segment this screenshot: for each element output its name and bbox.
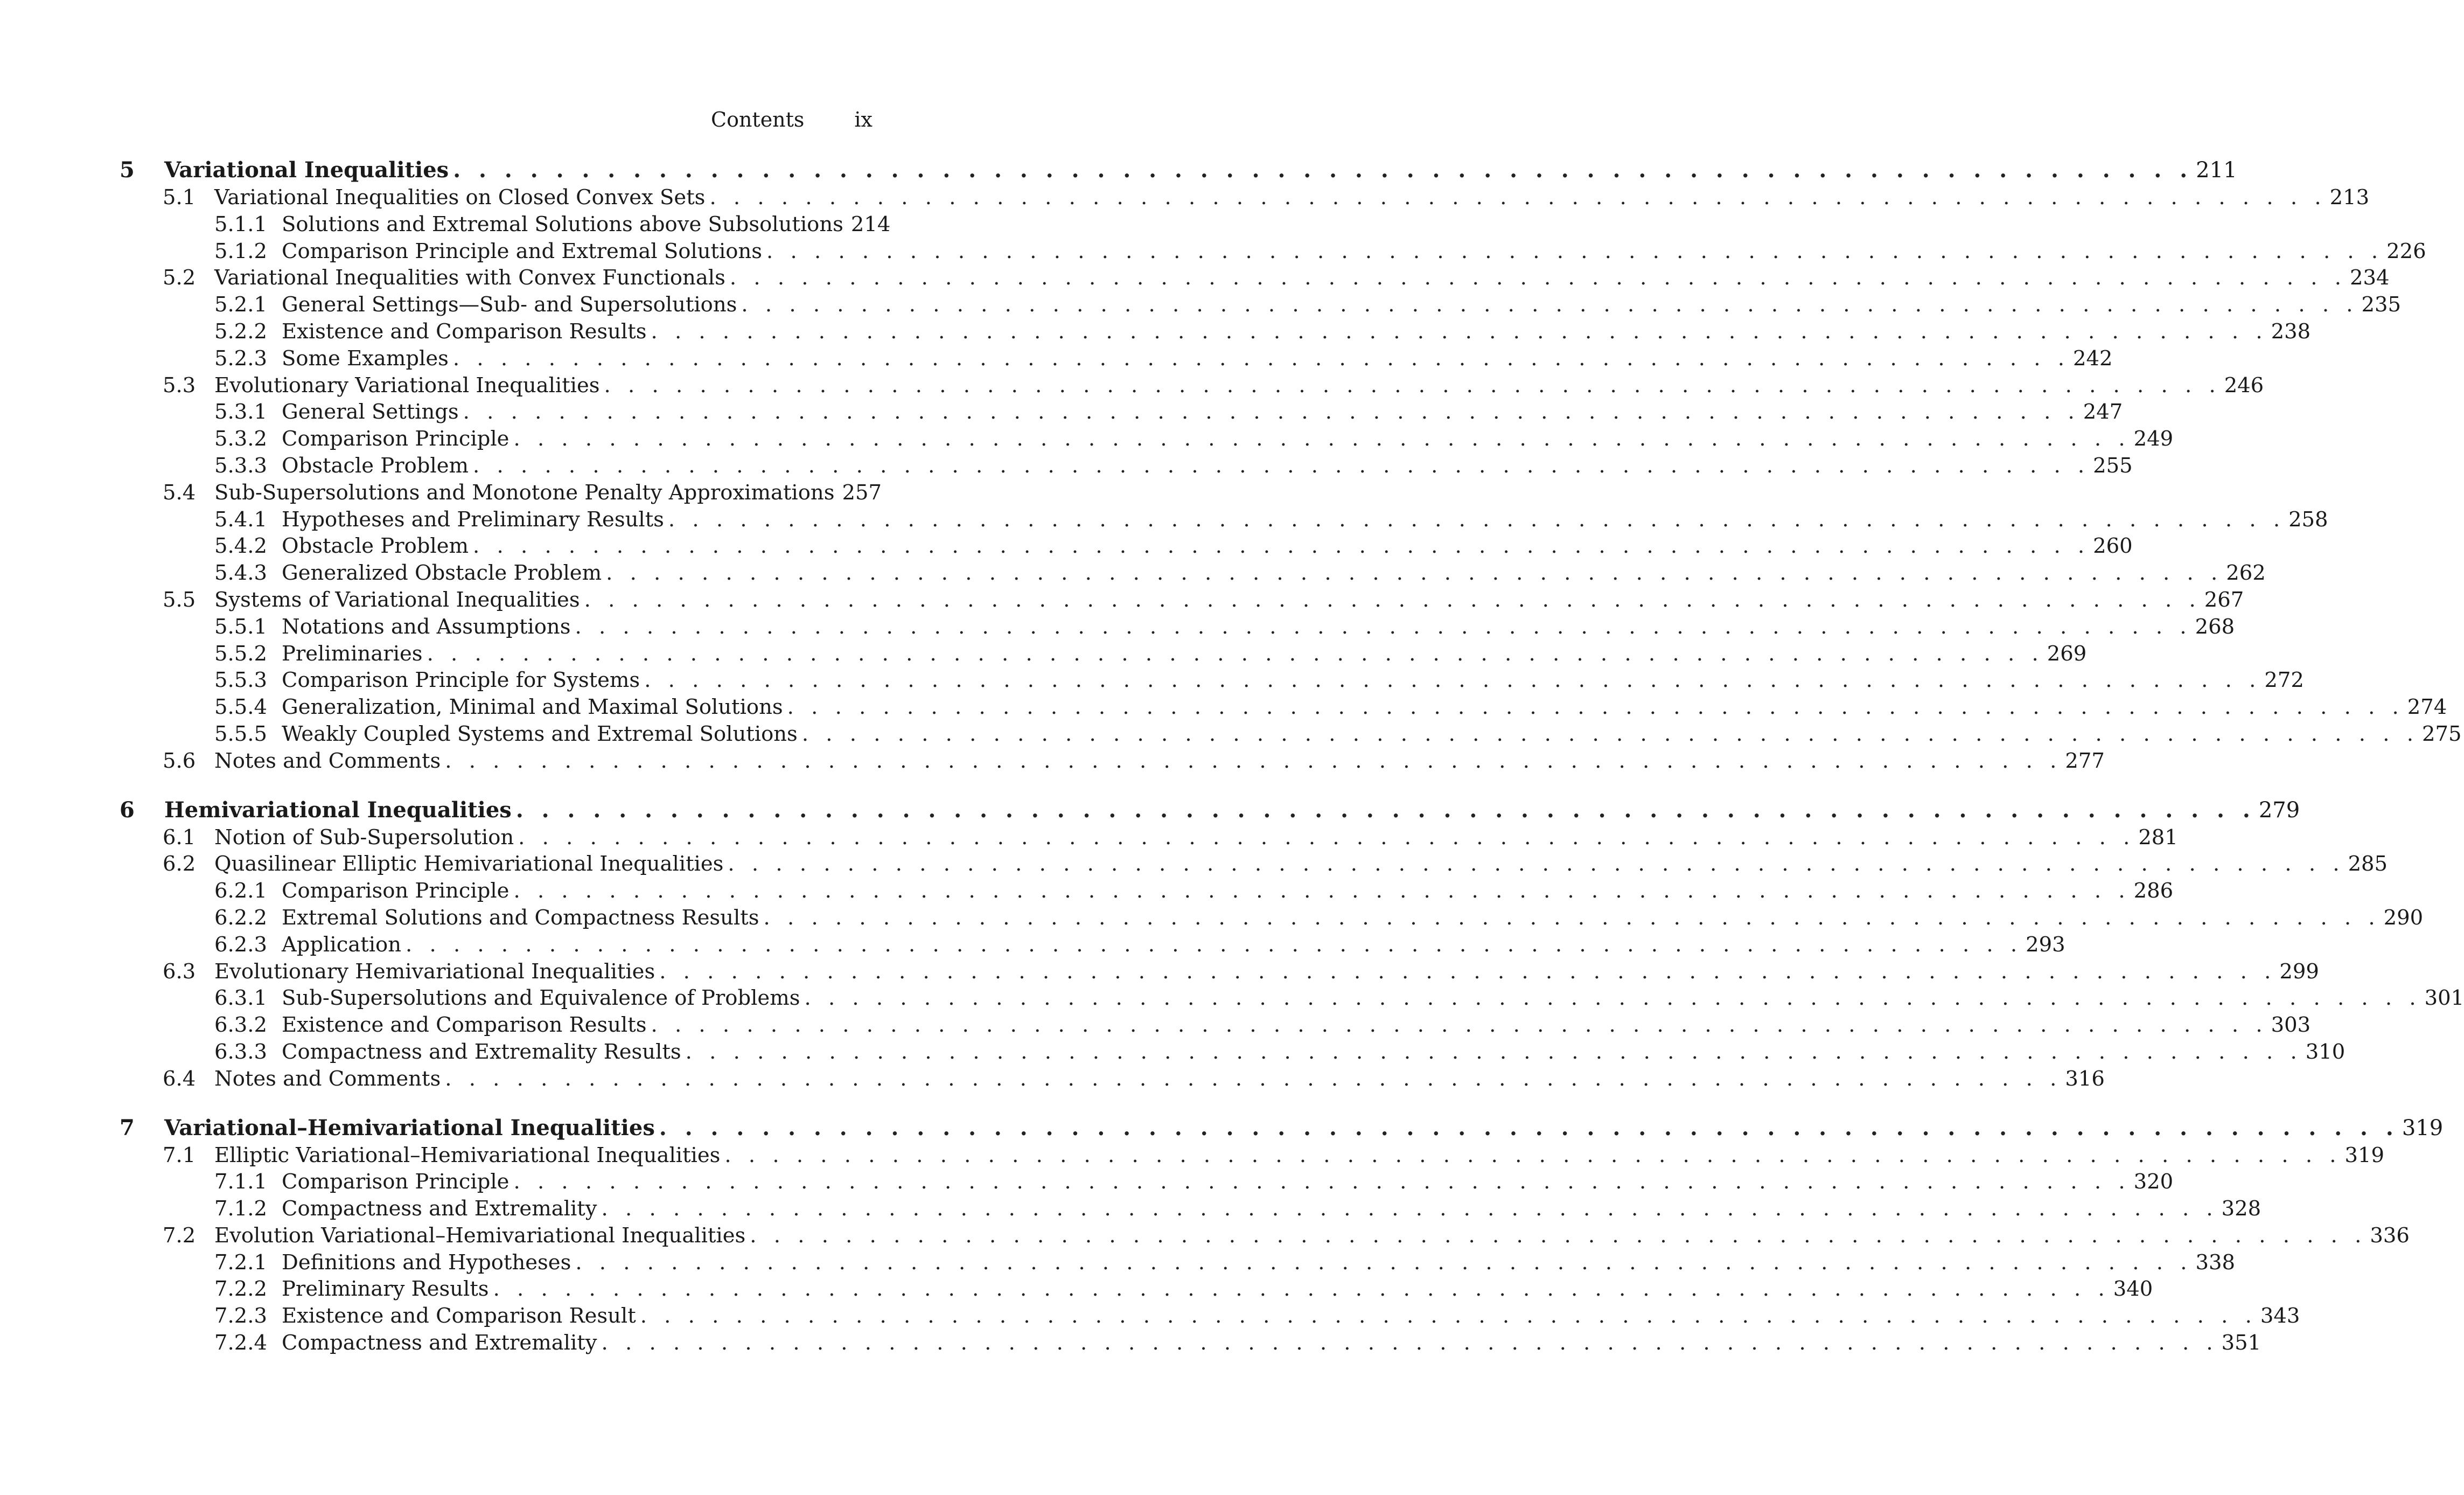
entry-page-number: 260 bbox=[2090, 533, 2133, 560]
subsection-entry[interactable] bbox=[0, 291, 2402, 318]
entry-number: 6.3 bbox=[163, 959, 196, 984]
entry-title: Generalized Obstacle Problem bbox=[282, 560, 606, 587]
entry-number: 5.4 bbox=[163, 480, 196, 505]
entry-page-number: 351 bbox=[2218, 1330, 2261, 1357]
entry-page-number: 258 bbox=[2285, 506, 2328, 533]
dot-leader: . . . . . . . . . . . . . . . . . . . . . . . . . . . . . . . . . . . . . . . . . . . . . . . . . . . . . . . . . . . . . . . . . . . . bbox=[640, 1304, 2257, 1329]
subsection-entry[interactable] bbox=[0, 1195, 2261, 1222]
subsection-entry[interactable] bbox=[0, 533, 2133, 560]
entry-title-line bbox=[282, 641, 2087, 667]
entry-title: Comparison Principle and Extremal Solutions bbox=[282, 238, 766, 265]
dot-leader: . . . . . . . . . . . . . . . . . . . . . . . . . . . . . . . . . . . . . . . . . . . . . . . . . . . . . . . . . . . . . . . . . . . . bbox=[515, 797, 2256, 823]
entry-page-number: 303 bbox=[2268, 1012, 2311, 1039]
entry-title: Variational Inequalities bbox=[164, 156, 453, 184]
chapter-block bbox=[0, 1114, 2444, 1357]
entry-number: 6.3.1 bbox=[214, 986, 267, 1011]
table-of-contents bbox=[0, 156, 2464, 1378]
entry-page-number: 235 bbox=[2358, 291, 2402, 318]
entry-title: Preliminary Results bbox=[282, 1276, 493, 1303]
dot-leader: . . . . . . . . . . . . . . . . . . . . . . . . . . . . . . . . . . . . . . . . . . . . . . . . . . . . . . . . . . . . . . . . . . . . bbox=[644, 668, 2261, 693]
entry-title: Some Examples bbox=[282, 345, 453, 372]
entry-title-line bbox=[214, 851, 2388, 878]
dot-leader: . . . . . . . . . . . . . . . . . . . . . . . . . . . . . . . . . . . . . . . . . . . . . . . . . . . . . . . . . . . . . . . . . . . . bbox=[651, 319, 2268, 344]
entry-title-line bbox=[282, 614, 2235, 641]
entry-title: Notations and Assumptions bbox=[282, 614, 575, 641]
entry-title: Comparison Principle bbox=[282, 1169, 513, 1195]
entry-number: 5.5.5 bbox=[214, 721, 267, 746]
dot-leader: . . . . . . . . . . . . . . . . . . . . . . . . . . . . . . . . . . . . . . . . . . . . . . . . . . . . . . . . . . . . . . . . . . . . bbox=[728, 852, 2345, 877]
dot-leader: . . . . . . . . . . . . . . . . . . . . . . . . . . . . . . . . . . . . . . . . . . . . . . . . . . . . . . . . . . . . . . . . . . . . bbox=[463, 400, 2080, 425]
subsection-entry[interactable] bbox=[0, 211, 990, 238]
entry-number: 5 bbox=[120, 157, 135, 183]
entry-title-line bbox=[282, 985, 2464, 1012]
entry-title-line bbox=[282, 905, 2424, 931]
entry-page-number: 320 bbox=[2131, 1169, 2174, 1195]
subsection-entry[interactable] bbox=[0, 426, 2174, 453]
dot-leader: . . . . . . . . . . . . . . . . . . . . . . . . . . . . . . . . . . . . . . . . . . . . . . . . . . . . . . . . . . . . . . . . . . . . bbox=[513, 879, 2131, 903]
subsection-entry[interactable] bbox=[0, 614, 2235, 641]
running-head-page-number: ix bbox=[854, 108, 872, 131]
dot-leader: . . . . . . . . . . . . . . . . . . . . . . . . . . . . . . . . . . . . . . . . . . . . . . . . . . . . . . . . . . . . . . . . . . . . bbox=[604, 373, 2221, 398]
entry-page-number: 281 bbox=[2135, 824, 2178, 851]
entry-number: 6 bbox=[120, 797, 135, 823]
entry-page-number: 272 bbox=[2261, 667, 2304, 694]
entry-title: General Settings—Sub- and Supersolutions bbox=[282, 291, 741, 318]
entry-title: Compactness and Extremality bbox=[282, 1195, 602, 1222]
entry-title-line bbox=[214, 372, 2264, 399]
entry-title: Existence and Comparison Results bbox=[282, 1012, 651, 1039]
entry-title-line bbox=[282, 453, 2133, 479]
dot-leader: . . . . . . . . . . . . . . . . . . . . . . . . . . . . . . . . . . . . . . . . . . . . . . . . . . . . . . . . . . . . . . . . . . . . bbox=[709, 185, 2327, 210]
entry-title: Compactness and Extremality bbox=[282, 1330, 602, 1357]
dot-leader: . . . . . . . . . . . . . . . . . . . . . . . . . . . . . . . . . . . . . . . . . . . . . . . . . . . . . . . . . . . . . . . . . . . . bbox=[787, 695, 2404, 720]
entry-title: Obstacle Problem bbox=[282, 453, 473, 479]
entry-title: Evolutionary Hemivariational Inequalities bbox=[214, 958, 659, 985]
entry-page-number: 213 bbox=[2327, 184, 2370, 211]
section-entry[interactable] bbox=[0, 958, 2319, 985]
entry-title: Compactness and Extremality Results bbox=[282, 1039, 686, 1066]
section-entry[interactable] bbox=[0, 1066, 2105, 1093]
section-entry[interactable] bbox=[0, 372, 2264, 399]
entry-number: 5.1.1 bbox=[214, 212, 267, 237]
dot-leader: . . . . . . . . . . . . . . . . . . . . . . . . . . . . . . . . . . . . . . . . . . . . . . . . . . . . . . . . . . . . . . . . . . . . bbox=[445, 748, 2062, 773]
entry-number: 7.2.2 bbox=[214, 1277, 267, 1302]
subsection-entry[interactable] bbox=[0, 399, 2123, 426]
entry-title-line bbox=[214, 748, 2105, 775]
entry-title: Comparison Principle bbox=[282, 878, 513, 905]
entry-page-number: 269 bbox=[2044, 641, 2087, 667]
subsection-entry[interactable] bbox=[0, 1330, 2261, 1357]
entry-page-number: 286 bbox=[2131, 878, 2174, 905]
dot-leader: . . . . . . . . . . . . . . . . . . . . . . . . . . . . . . . . . . . . . . . . . . . . . . . . . . . . . . . . . . . . . . . . . . . . bbox=[452, 346, 2070, 371]
section-entry[interactable] bbox=[0, 479, 990, 506]
entry-title-line bbox=[282, 506, 2328, 533]
dot-leader: . . . . . . . . . . . . . . . . . . . . . . . . . . . . . . . . . . . . . . . . . . . . . . . . . . . . . . . . . . . . . . . . . . . . bbox=[801, 721, 2419, 746]
entry-title: Definitions and Hypotheses bbox=[282, 1249, 575, 1276]
dot-leader: . . . . . . . . . . . . . . . . . . . . . . . . . . . . . . . . . . . . . . . . . . . . . . . . . . . . . . . . . . . . . . . . . . . . bbox=[518, 825, 2135, 850]
entry-page-number: 328 bbox=[2218, 1195, 2261, 1222]
entry-page-number: 249 bbox=[2131, 426, 2174, 453]
entry-page-number: 299 bbox=[2276, 958, 2319, 985]
entry-number: 7 bbox=[120, 1115, 135, 1141]
subsection-entry[interactable] bbox=[0, 1039, 2346, 1066]
entry-page-number: 275 bbox=[2419, 721, 2462, 748]
dot-leader: . . . . . . . . . . . . . . . . . . . . . . . . . . . . . . . . . . . . . . . . . . . . . . . . . . . . . . . . . . . . . . . . . . . . bbox=[668, 507, 2286, 532]
entry-title: Hypotheses and Preliminary Results bbox=[282, 506, 668, 533]
entry-number: 5.5.2 bbox=[214, 641, 267, 666]
entry-title-line bbox=[214, 1066, 2105, 1093]
dot-leader: . . . . . . . . . . . . . . . . . . . . . . . . . . . . . . . . . . . . . . . . . . . . . . . . . . . . . . . . . . . . . . . . . . . . bbox=[473, 453, 2090, 478]
entry-number: 6.3.2 bbox=[214, 1013, 267, 1038]
entry-title: Sub-Supersolutions and Monotone Penalty Approximations bbox=[214, 479, 839, 506]
dot-leader: . . . . . . . . . . . . . . . . . . . . . . . . . . . . . . . . . . . . . . . . . . . . . . . . . . . . . . . . . . . . . . . . . . . . bbox=[513, 1170, 2131, 1194]
entry-number: 7.2.3 bbox=[214, 1304, 267, 1329]
entry-number: 6.4 bbox=[163, 1066, 196, 1091]
entry-number: 6.2.2 bbox=[214, 905, 267, 930]
subsection-entry[interactable] bbox=[0, 721, 2462, 748]
entry-title-line bbox=[282, 1039, 2346, 1066]
entry-title-line bbox=[282, 291, 2402, 318]
entry-number: 5.5.1 bbox=[214, 614, 267, 639]
entry-page-number: 246 bbox=[2221, 372, 2264, 399]
entry-number: 5.5 bbox=[163, 587, 196, 612]
entry-title: Variational–Hemivariational Inequalities bbox=[164, 1114, 659, 1142]
entry-title-line bbox=[214, 479, 882, 506]
entry-title: Application bbox=[282, 931, 406, 958]
subsection-entry[interactable] bbox=[0, 1169, 2174, 1195]
dot-leader: . . . . . . . . . . . . . . . . . . . . . . . . . . . . . . . . . . . . . . . . . . . . . . . . . . . . . . . . . . . . . . . . . . . . bbox=[741, 293, 2358, 317]
entry-number: 5.3 bbox=[163, 373, 196, 398]
running-head-title: Contents bbox=[711, 108, 805, 131]
dot-leader: . . . . . . . . . . . . . . . . . . . . . . . . . . . . . . . . . . . . . . . . . . . . . . . . . . . . . . . . . . . . . . . . . . . . bbox=[493, 1277, 2110, 1302]
section-entry[interactable] bbox=[0, 748, 2105, 775]
entry-number: 5.1.2 bbox=[214, 239, 267, 263]
dot-leader: . . . . . . . . . . . . . . . . . . . . . . . . . . . . . . . . . . . . . . . . . . . . . . . . . . . . . . . . . . . . . . . . . . . . bbox=[601, 1197, 2218, 1221]
entry-title-line bbox=[214, 1222, 2410, 1249]
entry-title: Generalization, Minimal and Maximal Solutions bbox=[282, 694, 787, 721]
subsection-entry[interactable] bbox=[0, 985, 2464, 1012]
entry-page-number: 319 bbox=[2342, 1142, 2385, 1169]
section-entry[interactable] bbox=[0, 1222, 2410, 1249]
entry-title: Evolution Variational–Hemivariational Inequalities bbox=[214, 1222, 750, 1249]
entry-number: 5.6 bbox=[163, 748, 196, 773]
dot-leader: . . . . . . . . . . . . . . . . . . . . . . . . . . . . . . . . . . . . . . . . . . . . . . . . . . . . . . . . . . . . . . . . . . . . bbox=[427, 641, 2044, 666]
chapter-block bbox=[0, 796, 2464, 1093]
dot-leader: . . . . . . . . . . . . . . . . . . . . . . . . . . . . . . . . . . . . . . . . . . . . . . . . . . . . . . . . . . . . . . . . . . . . bbox=[804, 986, 2421, 1011]
entry-title: Existence and Comparison Results bbox=[282, 318, 651, 345]
chapter-block bbox=[0, 156, 2462, 775]
entry-title-line bbox=[282, 667, 2304, 694]
entry-title: Elliptic Variational–Hemivariational Inequalities bbox=[214, 1142, 724, 1169]
subsection-entry[interactable] bbox=[0, 560, 2266, 587]
entry-title-line bbox=[282, 318, 2311, 345]
entry-title-line bbox=[282, 533, 2133, 560]
entry-number: 6.2 bbox=[163, 852, 196, 877]
entry-page-number: 274 bbox=[2404, 694, 2447, 721]
entry-title-line bbox=[282, 426, 2174, 453]
entry-page-number: 234 bbox=[2347, 265, 2390, 291]
entry-page-number: 301 bbox=[2421, 985, 2464, 1012]
entry-page-number: 257 bbox=[839, 479, 882, 506]
entry-title: Comparison Principle for Systems bbox=[282, 667, 644, 694]
entry-title-line bbox=[282, 878, 2174, 905]
section-entry[interactable] bbox=[0, 587, 2244, 614]
dot-leader: . . . . . . . . . . . . . . . . . . . . . . . . . . . . . . . . . . . . . . . . . . . . . . . . . . . . . . . . . . . . . . . . . . . . bbox=[584, 587, 2201, 612]
entry-title-line bbox=[282, 560, 2266, 587]
entry-title-line bbox=[214, 265, 2390, 291]
dot-leader: . . . . . . . . . . . . . . . . . . . . . . . . . . . . . . . . . . . . . . . . . . . . . . . . . . . . . . . . . . . . . . . . . . . . bbox=[729, 266, 2347, 290]
entry-title: Preliminaries bbox=[282, 641, 427, 667]
entry-page-number: 211 bbox=[2193, 156, 2237, 184]
entry-title: Solutions and Extremal Solutions above Subsolutions bbox=[282, 211, 848, 238]
subsection-entry[interactable] bbox=[0, 1303, 2300, 1330]
entry-number: 5.5.4 bbox=[214, 695, 267, 720]
subsection-entry[interactable] bbox=[0, 506, 2328, 533]
entry-title: Extremal Solutions and Compactness Results bbox=[282, 905, 764, 931]
entry-page-number: 285 bbox=[2345, 851, 2388, 878]
subsection-entry[interactable] bbox=[0, 1012, 2311, 1039]
section-entry[interactable] bbox=[0, 184, 2370, 211]
chapter-entry[interactable] bbox=[0, 156, 2237, 184]
entry-title: Systems of Variational Inequalities bbox=[214, 587, 584, 614]
subsection-entry[interactable] bbox=[0, 641, 2087, 667]
dot-leader: . . . . . . . . . . . . . . . . . . . . . . . . . . . . . . . . . . . . . . . . . . . . . . . . . . . . . . . . . . . . . . . . . . . . bbox=[659, 959, 2277, 984]
entry-number: 5.3.3 bbox=[214, 453, 267, 478]
entry-title-line bbox=[282, 1169, 2174, 1195]
entry-title: Comparison Principle bbox=[282, 426, 513, 453]
entry-page-number: 343 bbox=[2257, 1303, 2300, 1330]
dot-leader: . . . . . . . . . . . . . . . . . . . . . . . . . . . . . . . . . . . . . . . . . . . . . . . . . . . . . . . . . . . . . . . . . . . . bbox=[606, 561, 2223, 586]
entry-page-number: 319 bbox=[2399, 1114, 2443, 1142]
entry-title-line bbox=[282, 399, 2123, 426]
chapter-entry[interactable] bbox=[0, 1114, 2444, 1142]
entry-title-line bbox=[282, 1012, 2311, 1039]
entry-number: 7.1 bbox=[163, 1143, 196, 1167]
entry-number: 5.3.2 bbox=[214, 427, 267, 451]
entry-title: Notion of Sub-Supersolution bbox=[214, 824, 518, 851]
entry-number: 5.2 bbox=[163, 266, 196, 290]
entry-title: Variational Inequalities on Closed Convex Sets bbox=[214, 184, 709, 211]
subsection-entry[interactable] bbox=[0, 453, 2133, 479]
entry-title: Quasilinear Elliptic Hemivariational Inequalities bbox=[214, 851, 728, 878]
entry-number: 5.2.3 bbox=[214, 346, 267, 371]
entry-title: General Settings bbox=[282, 399, 463, 426]
dot-leader: . . . . . . . . . . . . . . . . . . . . . . . . . . . . . . . . . . . . . . . . . . . . . . . . . . . . . . . . . . . . . . . . . . . . bbox=[651, 1013, 2268, 1038]
entry-title-line bbox=[282, 721, 2462, 748]
entry-number: 6.3.3 bbox=[214, 1039, 267, 1064]
entry-number: 5.4.1 bbox=[214, 507, 267, 532]
entry-page-number: 262 bbox=[2223, 560, 2266, 587]
entry-title-line bbox=[282, 1249, 2235, 1276]
entry-page-number: 290 bbox=[2381, 905, 2424, 931]
entry-number: 5.4.2 bbox=[214, 534, 267, 559]
entry-page-number: 247 bbox=[2080, 399, 2123, 426]
dot-leader: . . . . . . . . . . . . . . . . . . . . . . . . . . . . . . . . . . . . . . . . . . . . . . . . . . . . . . . . . . . . . . . . . . . . bbox=[445, 1066, 2062, 1091]
entry-title: Hemivariational Inequalities bbox=[164, 796, 516, 824]
entry-page-number: 336 bbox=[2367, 1222, 2410, 1249]
entry-title-line bbox=[214, 958, 2319, 985]
entry-page-number: 214 bbox=[848, 211, 891, 238]
entry-title-line bbox=[282, 211, 891, 238]
entry-page-number: 279 bbox=[2256, 796, 2300, 824]
dot-leader: . . . . . . . . . . . . . . . . . . . . . . . . . . . . . . . . . . . . . . . . . . . . . . . . . . . . . . . . . . . . . . . . . . . . bbox=[659, 1115, 2399, 1141]
entry-page-number: 338 bbox=[2192, 1249, 2235, 1276]
entry-title-line bbox=[282, 345, 2113, 372]
dot-leader: . . . . . . . . . . . . . . . . . . . . . . . . . . . . . . . . . . . . . . . . . . . . . . . . . . . . . . . . . . . . . . . . . . . . bbox=[453, 157, 2193, 183]
dot-leader: . . . . . . . . . . . . . . . . . . . . . . . . . . . . . . . . . . . . . . . . . . . . . . . . . . . . . . . . . . . . . . . . . . . . bbox=[473, 534, 2090, 559]
subsection-entry[interactable] bbox=[0, 318, 2311, 345]
section-entry[interactable] bbox=[0, 851, 2388, 878]
entry-number: 7.1.1 bbox=[214, 1170, 267, 1194]
entry-number: 6.2.3 bbox=[214, 932, 267, 957]
entry-page-number: 310 bbox=[2302, 1039, 2346, 1066]
entry-number: 6.1 bbox=[163, 825, 196, 850]
entry-title: Variational Inequalities with Convex Functionals bbox=[214, 265, 730, 291]
dot-leader: . . . . . . . . . . . . . . . . . . . . . . . . . . . . . . . . . . . . . . . . . . . . . . . . . . . . . . . . . . . . . . . . . . . . bbox=[685, 1039, 2302, 1064]
entry-title-line bbox=[282, 238, 2426, 265]
entry-page-number: 267 bbox=[2201, 587, 2244, 614]
entry-number: 5.4.3 bbox=[214, 561, 267, 586]
entry-title-line bbox=[164, 1114, 2444, 1142]
dot-leader: . . . . . . . . . . . . . . . . . . . . . . . . . . . . . . . . . . . . . . . . . . . . . . . . . . . . . . . . . . . . . . . . . . . . bbox=[406, 932, 2023, 957]
subsection-entry[interactable] bbox=[0, 345, 2113, 372]
entry-title-line bbox=[214, 824, 2178, 851]
entry-title-line bbox=[282, 931, 2065, 958]
entry-number: 6.2.1 bbox=[214, 879, 267, 903]
subsection-entry[interactable] bbox=[0, 667, 2304, 694]
entry-number: 5.3.1 bbox=[214, 400, 267, 425]
entry-number: 7.2.1 bbox=[214, 1250, 267, 1275]
entry-title: Sub-Supersolutions and Equivalence of Problems bbox=[282, 985, 804, 1012]
subsection-entry[interactable] bbox=[0, 1276, 2153, 1303]
running-head bbox=[711, 108, 872, 136]
entry-number: 5.1 bbox=[163, 185, 196, 210]
entry-number: 5.2.1 bbox=[214, 293, 267, 317]
entry-title-line bbox=[164, 796, 2300, 824]
entry-title-line bbox=[214, 1142, 2385, 1169]
entry-title-line bbox=[282, 694, 2447, 721]
entry-page-number: 226 bbox=[2383, 238, 2426, 265]
entry-title: Notes and Comments bbox=[214, 1066, 445, 1093]
entry-page-number: 316 bbox=[2062, 1066, 2105, 1093]
dot-leader: . . . . . . . . . . . . . . . . . . . . . . . . . . . . . . . . . . . . . . . . . . . . . . . . . . . . . . . . . . . . . . . . . . . . bbox=[601, 1331, 2218, 1355]
section-entry[interactable] bbox=[0, 824, 2178, 851]
entry-page-number: 255 bbox=[2090, 453, 2133, 479]
dot-leader: . . . . . . . . . . . . . . . . . . . . . . . . . . . . . . . . . . . . . . . . . . . . . . . . . . . . . . . . . . . . . . . . . . . . bbox=[575, 614, 2192, 639]
dot-leader: . . . . . . . . . . . . . . . . . . . . . . . . . . . . . . . . . . . . . . . . . . . . . . . . . . . . . . . . . . . . . . . . . . . . bbox=[766, 239, 2384, 263]
dot-leader: . . . . . . . . . . . . . . . . . . . . . . . . . . . . . . . . . . . . . . . . . . . . . . . . . . . . . . . . . . . . . . . . . . . . bbox=[750, 1223, 2367, 1248]
entry-page-number: 340 bbox=[2110, 1276, 2153, 1303]
section-entry[interactable] bbox=[0, 1142, 2385, 1169]
entry-number: 7.1.2 bbox=[214, 1197, 267, 1221]
entry-number: 5.5.3 bbox=[214, 668, 267, 693]
subsection-entry[interactable] bbox=[0, 238, 2426, 265]
subsection-entry[interactable] bbox=[0, 905, 2424, 931]
subsection-entry[interactable] bbox=[0, 878, 2174, 905]
subsection-entry[interactable] bbox=[0, 931, 2065, 958]
entry-page-number: 293 bbox=[2022, 931, 2065, 958]
subsection-entry[interactable] bbox=[0, 1249, 2235, 1276]
entry-page-number: 238 bbox=[2268, 318, 2311, 345]
subsection-entry[interactable] bbox=[0, 694, 2447, 721]
entry-page-number: 242 bbox=[2070, 345, 2113, 372]
entry-page-number: 277 bbox=[2062, 748, 2105, 775]
entry-number: 5.2.2 bbox=[214, 319, 267, 344]
section-entry[interactable] bbox=[0, 265, 2390, 291]
entry-title: Obstacle Problem bbox=[282, 533, 473, 560]
entry-title-line bbox=[214, 184, 2370, 211]
entry-title-line bbox=[282, 1303, 2300, 1330]
entry-title: Existence and Comparison Result bbox=[282, 1303, 640, 1330]
entry-title-line bbox=[164, 156, 2237, 184]
entry-title-line bbox=[282, 1195, 2261, 1222]
entry-page-number: 268 bbox=[2192, 614, 2235, 641]
dot-leader: . . . . . . . . . . . . . . . . . . . . . . . . . . . . . . . . . . . . . . . . . . . . . . . . . . . . . . . . . . . . . . . . . . . . bbox=[724, 1143, 2342, 1167]
chapter-entry[interactable] bbox=[0, 796, 2300, 824]
entry-title: Weakly Coupled Systems and Extremal Solutions bbox=[282, 721, 802, 748]
entry-title-line bbox=[282, 1276, 2153, 1303]
entry-number: 7.2 bbox=[163, 1223, 196, 1248]
entry-number: 7.2.4 bbox=[214, 1331, 267, 1355]
dot-leader: . . . . . . . . . . . . . . . . . . . . . . . . . . . . . . . . . . . . . . . . . . . . . . . . . . . . . . . . . . . . . . . . . . . . bbox=[575, 1250, 2193, 1275]
entry-title-line bbox=[282, 1330, 2261, 1357]
dot-leader: . . . . . . . . . . . . . . . . . . . . . . . . . . . . . . . . . . . . . . . . . . . . . . . . . . . . . . . . . . . . . . . . . . . . bbox=[763, 905, 2381, 930]
entry-title: Notes and Comments bbox=[214, 748, 445, 775]
entry-title-line bbox=[214, 587, 2244, 614]
entry-title: Evolutionary Variational Inequalities bbox=[214, 372, 604, 399]
dot-leader: . . . . . . . . . . . . . . . . . . . . . . . . . . . . . . . . . . . . . . . . . . . . . . . . . . . . . . . . . . . . . . . . . . . . bbox=[513, 427, 2131, 451]
